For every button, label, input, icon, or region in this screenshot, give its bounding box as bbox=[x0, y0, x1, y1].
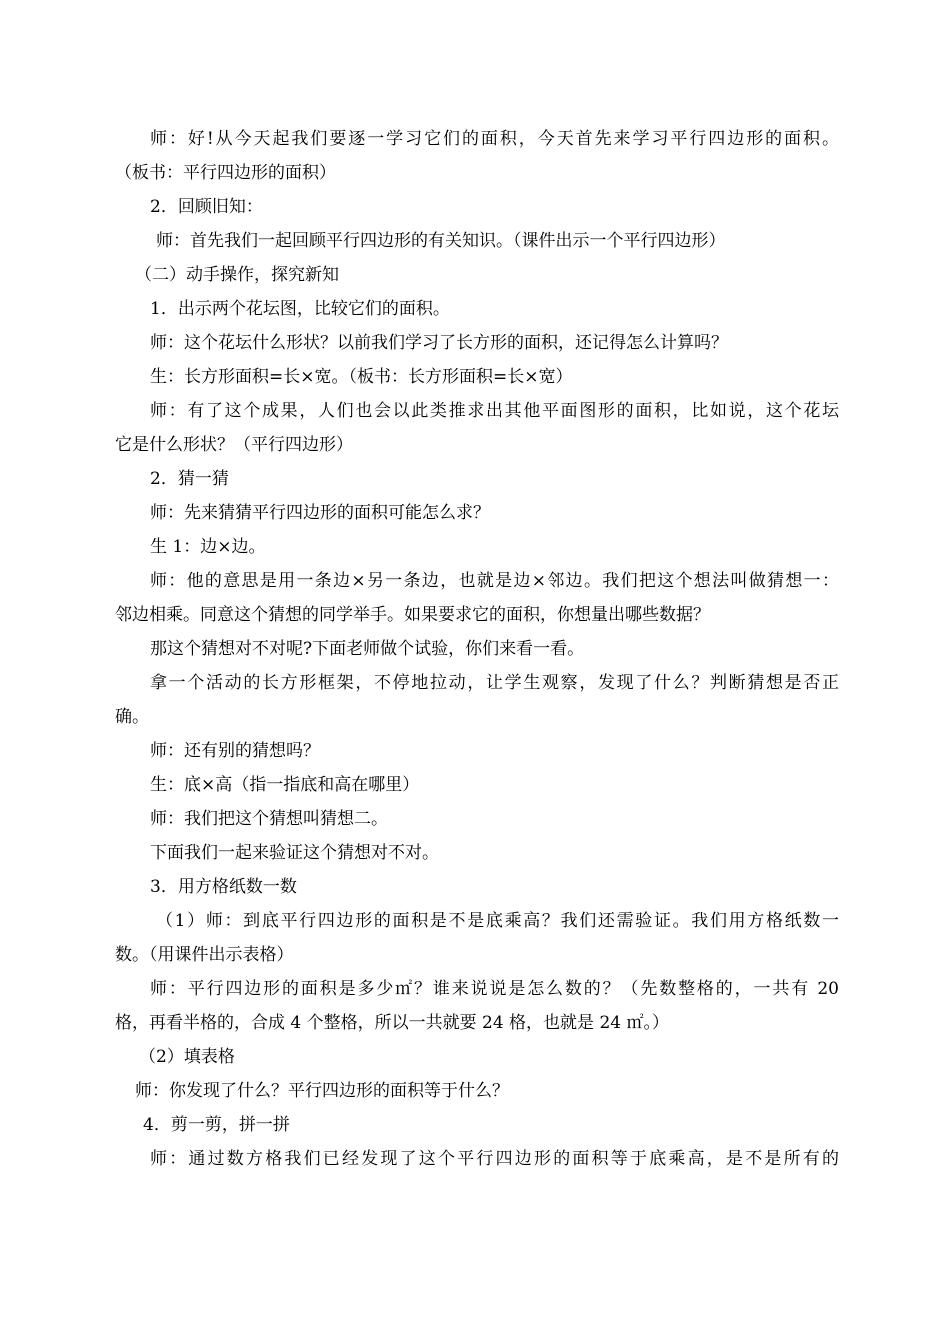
paragraph-line: 邻边相乘。同意这个猜想的同学举手。如果要求它的面积，你想量出哪些数据？ bbox=[115, 605, 710, 625]
paragraph-line: 师：平行四边形的面积是多少㎡？谁来说说是怎么数的？（先数整格的，一共有 20 bbox=[150, 979, 839, 999]
paragraph-line: 确。 bbox=[115, 707, 149, 727]
paragraph-line: 下面我们一起来验证这个猜想对不对。 bbox=[150, 843, 439, 863]
paragraph-line: 师：他的意思是用一条边×另一条边，也就是边×邻边。我们把这个想法叫做猜想一： bbox=[150, 571, 839, 591]
paragraph-line: 生：长方形面积=长×宽。（板书：长方形面积=长×宽） bbox=[150, 367, 573, 387]
paragraph-line: （1）师：到底平行四边形的面积是不是底乘高？我们还需验证。我们用方格纸数一 bbox=[156, 911, 839, 931]
paragraph-line: 拿一个活动的长方形框架，不停地拉动，让学生观察，发现了什么？判断猜想是否正 bbox=[150, 673, 839, 693]
paragraph-line: 师：你发现了什么？平行四边形的面积等于什么？ bbox=[135, 1081, 509, 1101]
paragraph-line: 师：通过数方格我们已经发现了这个平行四边形的面积等于底乘高，是不是所有的 bbox=[150, 1149, 839, 1169]
section-heading: 3．用方格纸数一数 bbox=[150, 877, 297, 897]
paragraph-line: 生 1：边×边。 bbox=[150, 537, 266, 557]
document-body bbox=[115, 122, 839, 1176]
paragraph-line: 师：先来猜猜平行四边形的面积可能怎么求？ bbox=[150, 503, 490, 523]
paragraph-line: 格，再看半格的，合成 4 个整格，所以一共就要 24 格，也就是 24 ㎡。） bbox=[115, 1013, 670, 1033]
section-heading: 2．猜一猜 bbox=[150, 469, 229, 489]
section-heading: （二）动手操作，探究新知 bbox=[135, 265, 339, 285]
paragraph-line: 它是什么形状？（平行四边形） bbox=[115, 435, 353, 455]
paragraph-line: （板书：平行四边形的面积） bbox=[115, 163, 336, 183]
paragraph-line: 师：有了这个成果，人们也会以此类推求出其他平面图形的面积，比如说，这个花坛 bbox=[150, 401, 839, 421]
section-heading: 4．剪一剪，拼一拼 bbox=[143, 1115, 290, 1135]
paragraph-line: 师：我们把这个猜想叫猜想二。 bbox=[150, 809, 388, 829]
section-heading: （2）填表格 bbox=[139, 1047, 235, 1067]
paragraph-line: 师：首先我们一起回顾平行四边形的有关知识。（课件出示一个平行四边形） bbox=[156, 231, 726, 251]
paragraph-line: 师：这个花坛什么形状？以前我们学习了长方形的面积，还记得怎么计算吗？ bbox=[150, 333, 728, 353]
paragraph-line: 师：好!从今天起我们要逐一学习它们的面积，今天首先来学习平行四边形的面积。 bbox=[150, 129, 839, 149]
paragraph-line: 生：底×高（指一指底和高在哪里） bbox=[150, 775, 420, 795]
section-heading: 1．出示两个花坛图，比较它们的面积。 bbox=[150, 299, 450, 319]
section-heading: 2．回顾旧知： bbox=[150, 197, 263, 217]
paragraph-line: 师：还有别的猜想吗？ bbox=[150, 741, 320, 761]
paragraph-line: 那这个猜想对不对呢?下面老师做个试验，你们来看一看。 bbox=[150, 639, 585, 659]
paragraph-line: 数。（用课件出示表格） bbox=[115, 945, 294, 965]
